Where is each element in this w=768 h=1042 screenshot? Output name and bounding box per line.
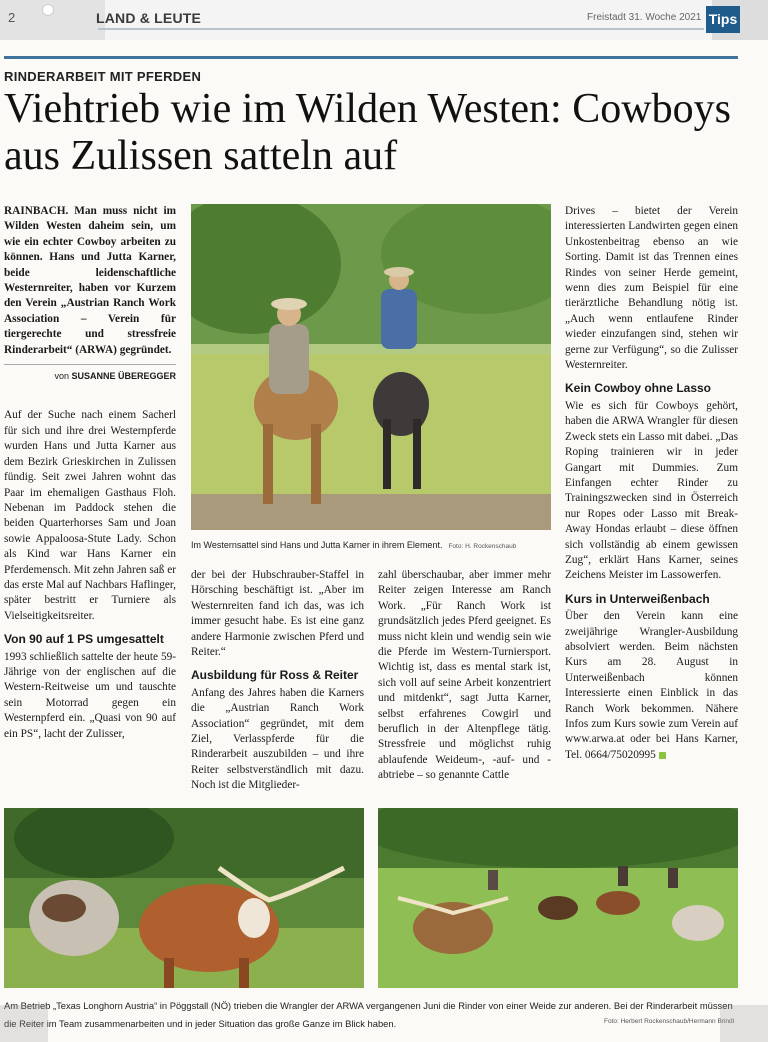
subheading: Ausbildung für Ross & Reiter bbox=[191, 668, 359, 683]
paragraph: Wie es sich für Cowboys gehört, haben die ARWA Wrangler für diesen Zweck stets ein Lasso mit dabei. „Das Roping trainieren wir in jeder Gangart mit Dummies. Zum Einfangen echter Rinder zu Trainingszwecken sind in Österreich nur Ropes oder Lasso mit Break-Away Hondas erlaubt – diese öffnen sich vollständig ab einem gewissen Zug“, erklärt Hans Karner, seines Zeichens Meister im Lassowerfen. bbox=[565, 399, 738, 582]
paragraph: zahl überschaubar, aber immer mehr Reiter zeigen Interesse am Ranch Work. „Für Ranch Work ist grundsätzlich jedes Pferd geeignet. Es muss nicht klein und wendig sein wie die Pferde im Western-Turniersport. Wichtig ist, dass es mental stark ist, sich voll auf seine Arbeit konzentriert und mitdenkt“, sagt Jutta Karner, selbst erfahrenes Cowgirl und beruflich in der Altenpflege tätig. Stressfreie und möglichst ruhig ablaufende Weideum-, -auf- und -abtriebe – so genannte Cattle bbox=[378, 569, 551, 782]
nav-prev-overlay[interactable] bbox=[0, 1005, 48, 1042]
author-name: SUSANNE ÜBEREGGER bbox=[71, 371, 176, 382]
subheading: Kurs in Unterweißenbach bbox=[565, 591, 710, 606]
lead-paragraph bbox=[4, 204, 176, 358]
riders-photo-illustration bbox=[191, 204, 551, 530]
lead-text: Man muss nicht im Wilden Westen daheim sein, um wie ein echter Cowboy arbeiten zu können. Hans und Jutta Karner, beide leidenschaftliche Westernreiter, haben vor Kurzem den Verein „Austrian Ranch Work Association – Verein für tiergerechte und stressfreie Rinderarbeit“ (ARWA) gegründet. bbox=[4, 205, 176, 356]
article-kicker: RINDERARBEIT MIT PFERDEN bbox=[4, 69, 202, 84]
paragraph: 1993 schließlich sattelte der heute 59-Jährige von der englischen auf die Western-Reitweise um und tauschte sein Motorrad gegen ein Westernpferd ein. „Quasi von 90 auf ein PS“, lacht der Zulisser, bbox=[4, 650, 176, 740]
caption-text: Im Westernsattel sind Hans und Jutta Karner in ihrem Element. bbox=[191, 540, 443, 550]
page-header bbox=[0, 0, 768, 40]
column-1 bbox=[4, 204, 176, 742]
longhorn-photo-right bbox=[378, 808, 738, 988]
herd-photo-illustration bbox=[378, 808, 738, 988]
paragraph: der bei der Hubschrauber-Staffel in Hörsching beschäftigt ist. „Aber im Westernreiten fand ich das, was ich immer gesucht habe. Es ist eine ganz andere Harmonie zwischen Pferd und Reiter.“ bbox=[191, 569, 364, 659]
page-number: 2 bbox=[8, 10, 16, 25]
edition-info: Freistadt 31. Woche 2021 bbox=[587, 12, 702, 23]
longhorns-photo-illustration bbox=[4, 808, 364, 988]
main-photo-caption bbox=[191, 540, 551, 550]
page-indicator-dot[interactable] bbox=[42, 4, 54, 16]
paragraph bbox=[565, 609, 738, 763]
paragraph: Anfang des Jahres haben die Karners die „Austrian Ranch Work Association“ gegründet, mit dem Ziel, Verlasspferde für die Rinderarbeit auszubilden – und ihre Reiter selbstverständlich mit dazu. Noch ist die Mitglieder- bbox=[191, 686, 364, 792]
column-3 bbox=[378, 568, 551, 784]
bottom-photo-caption: Am Betrieb „Texas Longhorn Austria“ in Pöggstall (NÖ) trieben die Wrangler der ARWA vergangenen Juni die Rinder von einer Weide zur anderen. Bei der Rinderarbeit müssen die Reiter im Team zusammenarbeiten und in jeder Situation das große Ganze im Blick haben. bbox=[4, 1000, 733, 1029]
brand-logo: Tips bbox=[706, 6, 740, 33]
bottom-photo-credit: Foto: Herbert Rockenschaub/Hermann Brindl bbox=[604, 1018, 735, 1025]
section-rule bbox=[98, 28, 704, 30]
nav-next-overlay[interactable] bbox=[720, 1005, 768, 1042]
paragraph: Auf der Suche nach einem Sacherl für sich und ihre drei Westernpferde wurden Hans und Jutta Karner aus dem Bezirk Grieskirchen in Zulissen fündig. Seit zwei Jahren wohnt das Paar im ehemaligen Gasthaus Floh. Nebenan im Paddock stehen die beiden Quarterhorses Sam und Joan sowie Appaloosa-Stute Lady. Schon als Kind war Hans Karner ein Pferdemensch. Mit zehn Jahren saß er das erste Mal auf Nachbars Haflinger, später bestritt er Turniere als Vielseitigkeitsreiter. bbox=[4, 409, 176, 622]
subheading: Kein Cowboy ohne Lasso bbox=[565, 381, 712, 396]
top-rule bbox=[4, 56, 738, 59]
paragraph: Drives – bietet der Verein interessierten Landwirten gegen einen Unkostenbeitrag ebenso an wie Sorting. Damit ist das Trennen eines Rindes von seiner Herde gemeint, wenn dies zum Beispiel für eine tierärztliche Behandlung nötig ist. „Auch wenn entlaufene Rinder wieder einzufangen sind, stehen wir gerne zur Verfügung“, so die Zulisser Westernreiter. bbox=[565, 205, 738, 372]
column-4 bbox=[565, 204, 738, 763]
author-line bbox=[4, 364, 176, 384]
lead-place: RAINBACH. bbox=[4, 205, 69, 217]
author-prefix: von bbox=[54, 371, 69, 382]
longhorn-photo-left bbox=[4, 808, 364, 988]
section-title: LAND & LEUTE bbox=[96, 10, 202, 26]
paragraph-text: Über den Verein kann eine zweijährige Wrangler-Ausbildung absolviert werden. Beim nächsten Kurs am 28. August in Unterweißenbach können Interessierte einen Einblick in das Ranch Work bekommen. Nähere Infos zum Kurs sowie zum Verein auf www.arwa.at oder bei Hans Karner, Tel. 0664/75020995 bbox=[565, 610, 738, 761]
column-2 bbox=[191, 568, 364, 794]
end-mark-icon bbox=[659, 752, 666, 759]
photo-credit: Foto: H. Rockenschaub bbox=[448, 543, 517, 550]
main-photo bbox=[191, 204, 551, 530]
subheading: Von 90 auf 1 PS umgesattelt bbox=[4, 632, 164, 647]
article-headline: Viehtrieb wie im Wilden Westen: Cowboys aus Zulissen satteln auf bbox=[4, 86, 731, 179]
